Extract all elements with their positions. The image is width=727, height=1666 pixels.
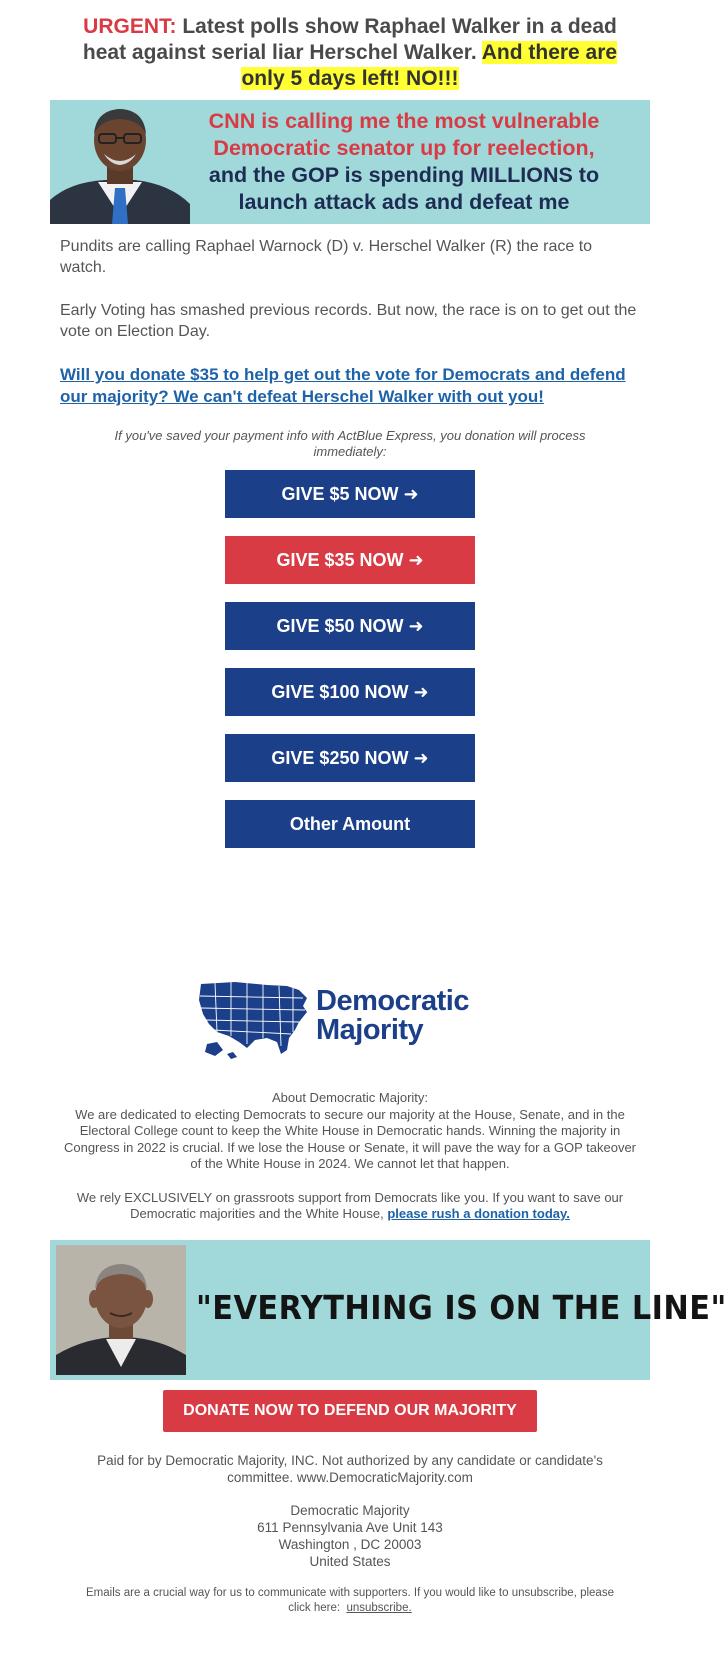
paragraph-early-voting: Early Voting has smashed previous records. But now, the race is on to get out the vote on Election Day.: [60, 302, 637, 340]
give-5-button[interactable]: GIVE $5 NOW ➜: [225, 470, 475, 518]
about-heading: About Democratic Majority:: [271, 1090, 429, 1105]
banner-line-3: and the GOP is spending MILLIONS to: [208, 163, 600, 187]
give-250-button[interactable]: GIVE $250 NOW ➜: [225, 734, 475, 782]
unsubscribe-note: [80, 1586, 620, 1616]
logo-line-1: Democratic: [316, 985, 469, 1017]
logo-line-2: Majority: [316, 1014, 424, 1046]
logo-wordmark: [316, 987, 469, 1045]
actblue-express-note: If you've saved your payment info with ActBlue Express, you donation will process immediately:: [114, 428, 586, 459]
everything-on-the-line-banner[interactable]: [50, 1240, 727, 1380]
banner-line-4: launch attack ads and defeat me: [238, 190, 570, 214]
obama-photo: [56, 1245, 186, 1375]
paid-for-disclaimer: Paid for by Democratic Majority, INC. Not authorized by any candidate or candidate's committee. www.DemocraticMajority.com: [97, 1452, 603, 1485]
paragraph-pundits: Pundits are calling Raphael Warnock (D) v. Herschel Walker (R) the race to watch.: [60, 238, 593, 276]
donate-button-wrap: [50, 1390, 650, 1432]
email-body: [50, 0, 727, 1616]
donation-buttons: [50, 470, 650, 848]
headline-highlight: And there are only 5 days left! NO!!!: [241, 41, 618, 90]
about-text: We are dedicated to electing Democrats to secure our majority at the House, Senate, and in the Electoral College count to keep the White House in Democratic hands. Winning the majority in Congress in 2022 is crucial. If we lose the House or Senate, it will pave the way for a GOP takeover of the White House in 2024. We cannot let that happen.: [63, 1106, 637, 1171]
headline-main: Latest polls show Raphael Walker in a dead heat against serial liar Herschel Walker.: [82, 15, 617, 64]
vulnerable-senator-banner[interactable]: [50, 100, 650, 224]
unsubscribe-link[interactable]: unsubscribe.: [346, 1601, 412, 1614]
city-state-zip: Washington , DC 20003: [278, 1536, 422, 1552]
email-footer: [50, 1452, 650, 1616]
banner-message: [158, 108, 650, 216]
other-amount-button[interactable]: Other Amount: [225, 800, 475, 848]
give-35-button[interactable]: GIVE $35 NOW ➜: [225, 536, 475, 584]
email-copy: [50, 224, 650, 408]
democratic-majority-logo[interactable]: [50, 978, 650, 1060]
everything-on-line-quote: "EVERYTHING IS ON THE LINE": [196, 1287, 727, 1327]
give-100-button[interactable]: GIVE $100 NOW ➜: [225, 668, 475, 716]
us-map-icon: [195, 978, 313, 1060]
rush-donation-link[interactable]: please rush a donation today.: [387, 1206, 570, 1221]
urgent-label: URGENT:: [83, 15, 177, 38]
urgent-headline: [50, 0, 650, 90]
banner-line-2: Democratic senator up for reelection,: [213, 136, 595, 160]
donate-defend-majority-button[interactable]: DONATE NOW TO DEFEND OUR MAJORITY: [163, 1390, 537, 1432]
give-50-button[interactable]: GIVE $50 NOW ➜: [225, 602, 475, 650]
org-name: Democratic Majority: [290, 1502, 410, 1518]
rely-text: We rely EXCLUSIVELY on grassroots support from Democrats like you. If you want to save our Democratic majorities and the White House,: [76, 1189, 624, 1221]
unsubscribe-text: Emails are a crucial way for us to communicate with supporters. If you would like to unsubscribe, please click here:: [86, 1586, 614, 1614]
country: United States: [309, 1553, 391, 1569]
mailing-address: [80, 1502, 620, 1570]
banner-line-1: CNN is calling me the most vulnerable: [208, 109, 600, 133]
about-section: [50, 1090, 650, 1223]
street-address: 611 Pennsylvania Ave Unit 143: [257, 1519, 443, 1535]
donate-ask-link[interactable]: Will you donate $35 to help get out the vote for Democrats and defend our majority? We can't defeat Herschel Walker with out you!: [60, 365, 626, 406]
